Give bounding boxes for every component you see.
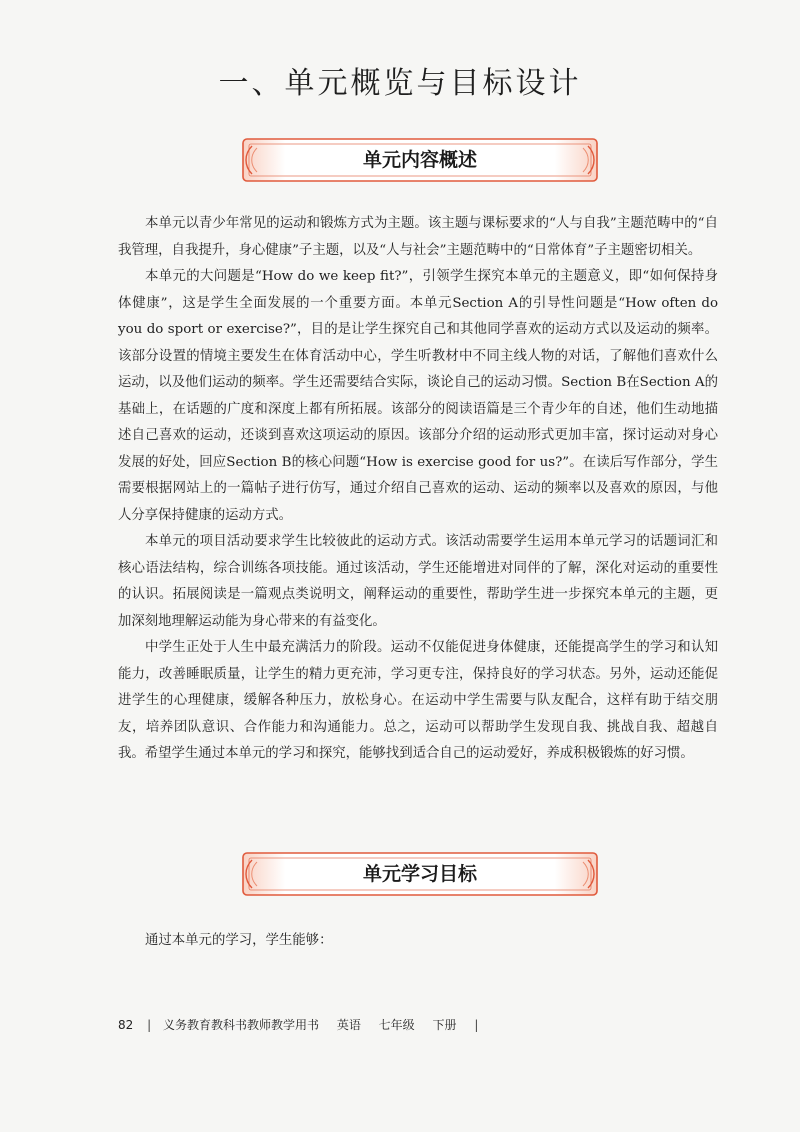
book-title: 义务教育教科书教师教学用书 xyxy=(162,1018,319,1032)
volume: 下册 xyxy=(432,1018,457,1032)
chapter-title: 一、单元概览与目标设计 xyxy=(218,66,582,102)
section-banner-content-overview xyxy=(240,136,600,184)
goals-intro: 通过本单元的学习，学生能够： xyxy=(145,933,333,948)
section-heading: 单元内容概述 xyxy=(362,149,477,171)
page-number: 82 xyxy=(118,1018,134,1032)
paragraph: 本单元以青少年常见的运动和锻炼方式为主题。该主题与课标要求的“人与自我”主题范畴中的“自我管理，自我提升，身心健康”子主题，以及“人与社会”主题范畴中的“日常体育”子主题密切相关。 xyxy=(118,216,718,258)
paragraph: 本单元的项目活动要求学生比较彼此的运动方式。该活动需要学生运用本单元学习的话题词汇和核心语法结构，综合训练各项技能。通过该活动，学生还能增进对同伴的了解，深化对运动的重要性的认识。拓展阅读是一篇观点类说明文，阐释运动的重要性，帮助学生进一步探究本单元的主题，更加深刻地理解运动能为身心带来的有益变化。 xyxy=(118,534,718,629)
paragraph: 本单元的大问题是“How do we keep fit?”，引领学生探究本单元的主题意义，即“如何保持身体健康”，这是学生全面发展的一个重要方面。本单元Section A的引导性问题是“How often do you do sport or exercise?”，目的是让学生探究自己和其他同学喜欢的运动方式以及运动的频率。该部分设置的情境主要发生在体育活动中心，学生听教材中不同主线人物的对话，了解他们喜欢什么运动，以及他们运动的频率。学生还需要结合实际，谈论自己的运动习惯。Section B在Section A的基础上，在话题的广度和深度上都有所拓展。该部分的阅读语篇是三个青少年的自述，他们生动地描述自己喜欢的运动，还谈到喜欢这项运动的原因。该部分介绍的运动形式更加丰富，探讨运动对身心发展的好处，回应Section B的核心问题“How is exercise good for us?”。在读后写作部分，学生需要根据网站上的一篇帖子进行仿写，通过介绍自己喜欢的运动、运动的频率以及喜欢的原因，与他人分享保持健康的运动方式。 xyxy=(118,269,718,523)
content-overview-text xyxy=(118,211,718,768)
learning-goals-text xyxy=(118,928,718,955)
page-footer xyxy=(118,1016,486,1033)
paragraph: 中学生正处于人生中最充满活力的阶段。运动不仅能促进身体健康，还能提高学生的学习和认知能力，改善睡眠质量，让学生的精力更充沛，学习更专注，保持良好的学习状态。另外，运动还能促进学生的心理健康，缓解各种压力，放松身心。在运动中学生需要与队友配合，这样有助于结交朋友，培养团队意识、合作能力和沟通能力。总之，运动可以帮助学生发现自我、挑战自我、超越自我。希望学生通过本单元的学习和探究，能够找到适合自己的运动爱好，养成积极锻炼的好习惯。 xyxy=(118,640,718,761)
subject: 英语 xyxy=(336,1018,361,1032)
footer-end-separator: | xyxy=(474,1018,479,1032)
grade: 七年级 xyxy=(378,1018,415,1032)
section-heading: 单元学习目标 xyxy=(362,863,477,885)
section-banner-learning-goals xyxy=(240,850,600,898)
footer-separator: | xyxy=(147,1018,152,1032)
